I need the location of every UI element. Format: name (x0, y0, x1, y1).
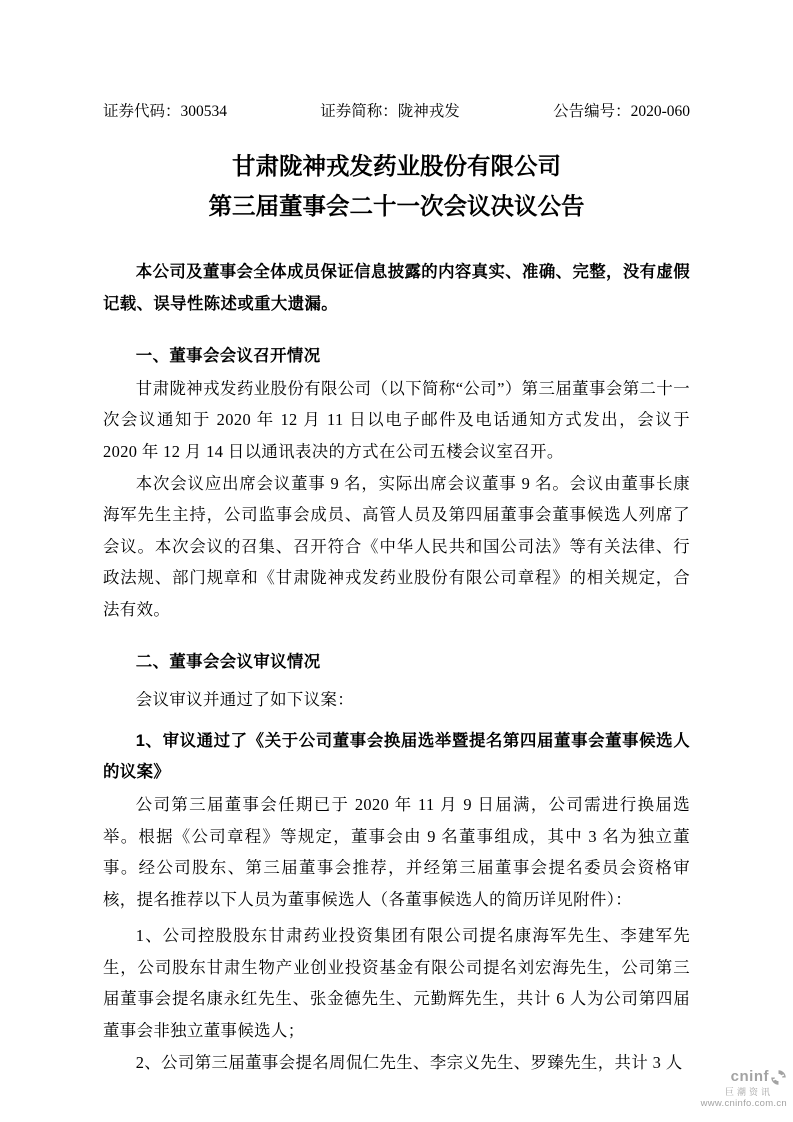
cninfo-logo-text: cninf (730, 1068, 769, 1086)
stock-code: 证券代码：300534 (103, 103, 228, 120)
cninfo-brand-row (677, 1068, 787, 1085)
announcement-number: 公告编号：2020-060 (553, 103, 690, 120)
stock-short-name: 证券简称：陇神戎发 (320, 103, 460, 120)
document-content (103, 0, 690, 1078)
section-1-paragraph-2: 本次会议应出席会议董事 9 名，实际出席会议董事 9 名。会议由董事长康海军先生主持，公司监事会成员、高管人员及第四届董事会董事候选人列席了会议。本次会议的召集、召开符合《中华人民共和国公司法》等有关法律、行政法规、部门规章和《甘肃陇神戎发药业股份有限公司章程》的相关规定，合法有效。 (103, 473, 690, 619)
proposal-1-paragraph: 公司第三届董事会任期已于 2020 年 11 月 9 日届满，公司需进行换届选举。根据《公司章程》等规定，董事会由 9 名董事组成，其中 3 名为独立董事。经公司股东、第三届董事会推荐，并经第三届董事会提名委员会资格审核，提名推荐以下人员为董事候选人（各董事候选人的简历详见附件）： (103, 794, 690, 909)
section-2-intro: 会议审议并通过了如下议案： (135, 690, 355, 710)
section-2-heading: 二、董事会会议审议情况 (135, 652, 321, 671)
proposal-1-title: 1、审议通过了《关于公司董事会换届选举暨提名第四届董事会董事候选人的议案》 (103, 731, 690, 782)
proposal-1-item-1: 1、公司控股股东甘肃药业投资集团有限公司提名康海军先生、李建军先生，公司股东甘肃生物产业创业投资基金有限公司提名刘宏海先生，公司第三届董事会提名康永红先生、张金德先生、元勤辉先生，共计 6 人为公司第四届董事会非独立董事候选人； (103, 926, 690, 1041)
title-line-1: 甘肃陇神戎发药业股份有限公司 (232, 153, 561, 179)
cninfo-watermark (677, 1068, 787, 1110)
proposal-1-item-2: 2、公司第三届董事会提名周侃仁先生、李宗义先生、罗臻先生，共计 3 人 (135, 1052, 683, 1072)
disclosure-declaration: 本公司及董事会全体成员保证信息披露的内容真实、准确、完整，没有虚假记载、误导性陈述或重大遗漏。 (103, 263, 690, 313)
cninfo-chinese-name: 巨潮资讯 (724, 1086, 773, 1097)
section-1-paragraph-1: 甘肃陇神戎发药业股份有限公司（以下简称“公司”）第三届董事会第二十一次会议通知于 2020 年 12 月 11 日以电子邮件及电话通知方式发出，会议于 2020 年 12 月 14 日以通讯表决的方式在公司五楼会议室召开。 (103, 378, 690, 461)
document-title (103, 146, 690, 226)
section-1-heading: 一、董事会会议召开情况 (135, 347, 321, 366)
cninfo-swirl-icon (770, 1069, 787, 1086)
cninfo-url: www.cninfo.com.cn (700, 1098, 787, 1110)
document-header (103, 99, 690, 121)
title-line-2: 第三届董事会二十一次会议决议公告 (208, 193, 585, 219)
